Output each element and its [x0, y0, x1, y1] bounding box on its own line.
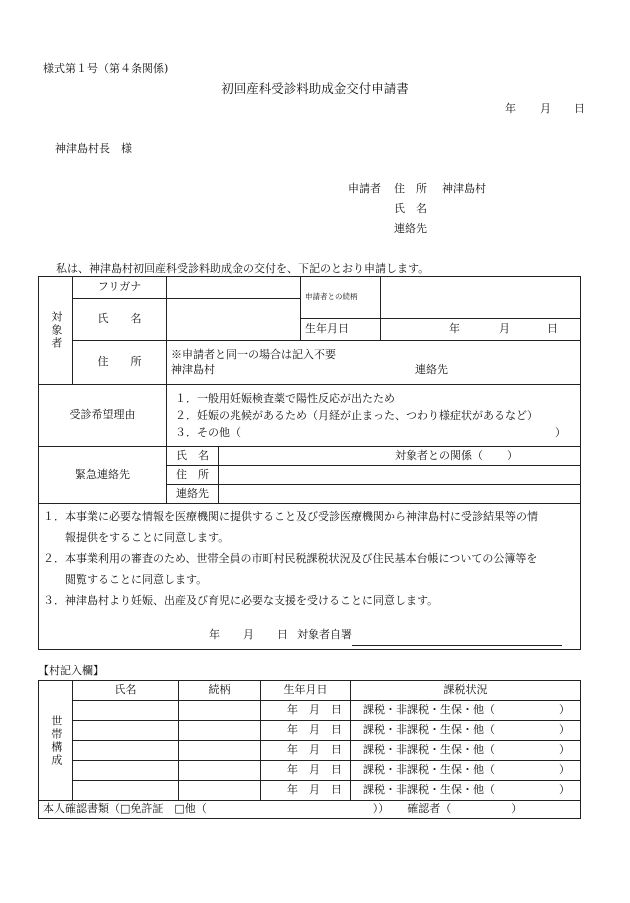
col-birth: 生年月日: [261, 681, 351, 701]
consent-item-3: ３．神津島村より妊娠、出産及び育児に必要な支援を受けることに同意します。: [43, 593, 439, 607]
id-docs: 本人確認書類（□免許証 □他（: [43, 802, 207, 816]
date-day: 日: [574, 102, 585, 115]
emergency-name-label: 氏 名: [167, 447, 219, 466]
table-row: 年 月 日 課税・非課税・生保・他（ ）: [39, 781, 581, 801]
emergency-name-field[interactable]: 対象者との関係（ ）: [219, 447, 581, 466]
applicant-contact-label: 連絡先: [394, 222, 427, 235]
intro-text: 私は、神津島村初回産科受診料助成金の交付を、下記のとおり申請します。: [56, 262, 430, 275]
application-table: [38, 276, 581, 650]
subject-name-field[interactable]: [167, 299, 301, 341]
confirmer: 確認者（: [407, 802, 452, 816]
relation-label: 申請者との続柄: [301, 277, 381, 319]
consent-item-2: ２．本事業利用の審査のため、世帯全員の市町村民税課税状況及び住民基本台帳についての公簿等を: [43, 551, 538, 565]
applicant-name-label: 氏 名: [394, 202, 427, 215]
applicant-address-label: 住 所: [394, 182, 427, 195]
date-month: 月: [540, 102, 551, 115]
col-name: 氏名: [73, 681, 179, 701]
subject-address-label: 住 所: [73, 341, 167, 385]
applicant-label: 申請者: [348, 182, 381, 195]
col-tax: 課税状況: [351, 681, 581, 701]
reason-label: 受診希望理由: [39, 385, 167, 447]
form-number: 様式第１号（第４条関係): [43, 62, 169, 75]
emergency-contact-label: 連絡先: [167, 485, 219, 504]
table-row: 年 月 日 課税・非課税・生保・他（ ）: [39, 721, 581, 741]
household-label: 世帯構成: [39, 681, 73, 801]
emergency-address-label: 住 所: [167, 466, 219, 485]
addressee: 神津島村長 様: [55, 142, 132, 155]
furigana-field[interactable]: [167, 277, 301, 299]
applicant-address-value: 神津島村: [442, 182, 486, 195]
emergency-label: 緊急連絡先: [39, 447, 167, 504]
address-village: 神津島村: [171, 362, 215, 376]
subject-name-label: 氏 名: [73, 299, 167, 341]
table-row: 年 月 日 課税・非課税・生保・他（ ）: [39, 761, 581, 781]
reason-item-2: ２．妊娠の兆候があるため（月経が止まった、つわり様症状があるなど）: [175, 408, 538, 422]
reason-item-1: １．一般用妊娠検査薬で陽性反応が出たため: [175, 391, 395, 405]
reason-options[interactable]: [167, 385, 581, 447]
consent-block: １．本事業に必要な情報を医療機関に提供すること及び受診医療機関から神津島村に受診結果等の情 報提供をすることに同意します。 ２．本事業利用の審査のため、世帯全員の市町村民税課税状況及び住民基本台帳についての公簿等を 閲覧することに同意します。 ３．神津島村より妊娠、出産及び育児に必要な支援を受けることに同意します。 年 月 日 対象者自署: [39, 504, 581, 650]
subject-label: 対象者: [39, 277, 73, 385]
consent-item-1: １．本事業に必要な情報を医療機関に提供すること及び受診医療機関から神津島村に受診結果等の情: [43, 510, 538, 523]
col-relation: 続柄: [179, 681, 261, 701]
id-confirmation-row[interactable]: 本人確認書類（□免許証 □他（ ）） 確認者（ ）: [39, 801, 581, 819]
emergency-contact-field[interactable]: [219, 485, 581, 504]
form-title: 初回産科受診料助成金交付申請書: [221, 81, 409, 96]
reason-item-3: ３．その他（: [175, 426, 241, 440]
table-row: 年 月 日 課税・非課税・生保・他（ ）: [39, 701, 581, 721]
signature-line[interactable]: 年 月 日 対象者自署: [43, 625, 576, 646]
furigana-label: フリガナ: [73, 277, 167, 299]
reason-item-3-close: ）: [555, 426, 566, 440]
address-contact: 連絡先: [415, 362, 448, 376]
birth-label: 生年月日: [301, 319, 381, 341]
address-note: ※申請者と同一の場合は記入不要: [171, 347, 336, 361]
subject-address-field[interactable]: [167, 341, 581, 385]
date-year: 年: [505, 102, 516, 115]
village-heading: 【村記入欄】: [38, 664, 104, 677]
table-row: 年 月 日 課税・非課税・生保・他（ ）: [39, 741, 581, 761]
emergency-address-field[interactable]: [219, 466, 581, 485]
birth-field[interactable]: 年 月 日: [381, 319, 581, 341]
emergency-relation: 対象者との関係（: [395, 448, 483, 462]
relation-field[interactable]: [381, 277, 581, 319]
household-table: [38, 680, 581, 819]
